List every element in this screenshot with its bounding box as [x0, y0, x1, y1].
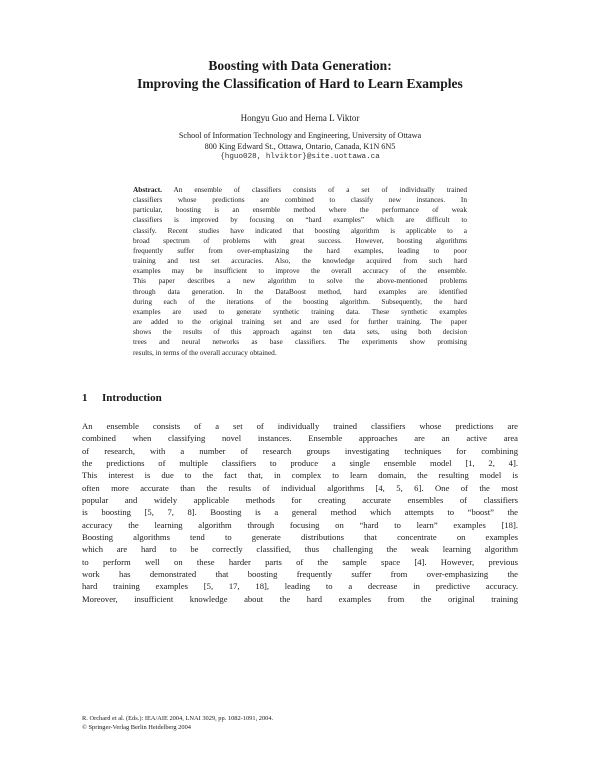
body-line: Moreover, insufficient knowledge about the hard examples from the original training [82, 593, 518, 604]
body-line: is boosting [5, 7, 8]. Boosting is a general method which attempts to “boost” the [82, 507, 518, 518]
abstract-line: frequently suffer from over-emphasizing the hard examples, leading to poor [133, 245, 467, 255]
abstract-label: Abstract. [133, 185, 162, 194]
abstract-line: through data generation. In the DataBoost method, hard examples are identified [133, 286, 467, 296]
copyright-footer: © Springer-Verlag Berlin Heidelberg 2004 [82, 724, 191, 731]
abstract-line: training and test set accuracies. Also, the knowledge acquired from such hard [133, 256, 467, 266]
section-number: 1 [82, 392, 88, 404]
body-line: often more accurate than the results of individual algorithms [4, 5, 6]. One of the most [82, 482, 518, 493]
abstract-line: results, in terms of the overall accuracy obtained. [133, 347, 277, 357]
body-line: hard training examples [5, 17, 18], leading to a decrease in predictive accuracy. [82, 581, 518, 592]
abstract [133, 185, 467, 358]
abstract-line: shows the results of this approach against ten data sets, using both decision [133, 327, 467, 337]
abstract-line: Abstract. An ensemble of classifiers consists of a set of individually trained [133, 185, 467, 194]
body-line: to perform well on these harder parts of the sample space [4]. However, previous [82, 556, 518, 567]
body-line: of research, with a number of research groups investigating techniques for combining [82, 445, 518, 456]
abstract-line: classify. Recent studies have indicated that boosting algorithm is applicable to a [133, 225, 467, 235]
abstract-line: trees and neural networks as base classifiers. The experiments show promising [133, 337, 467, 347]
abstract-line: examples may be insufficient to improve the overall accuracy of the ensemble. [133, 266, 467, 276]
affiliation-institution: School of Information Technology and Engineering, University of Ottawa [178, 131, 422, 140]
abstract-line: are added to the original training set and are used for further training. The paper [133, 317, 467, 327]
body-line: which are hard to be correctly classified, thus challenging the weak learning algorithm [82, 544, 518, 555]
abstract-line: examples are used to generate synthetic training data. These synthetic examples [133, 306, 467, 316]
abstract-line: classifiers whose predictions are combined to classify new instances. In [133, 195, 467, 205]
affiliation-email: {hguo028, hlviktor}@site.uottawa.ca [220, 153, 380, 161]
body-line: the predictions of multiple classifiers to produce a single ensemble model [1, 2, 4]. [82, 458, 518, 469]
introduction-body [82, 420, 518, 605]
body-line: An ensemble consists of a set of individually trained classifiers whose predictions are [82, 421, 518, 431]
body-line: popular and widely applicable methods for creating accurate ensembles of classifiers [82, 495, 518, 506]
body-line: This interest is due to the fact that, in complex to learn domain, the resulting model is [82, 470, 518, 481]
abstract-line: This paper describes a new algorithm to solve the above-mentioned problems [133, 276, 467, 286]
body-line: combined when classifying novel instances. Ensemble approaches are an active area [82, 433, 518, 444]
paper-title-line-2: Improving the Classification of Hard to Learn Examples [137, 76, 463, 91]
abstract-line: during each of the iterations of the boosting algorithm. Subsequently, the hard [133, 296, 467, 306]
citation-footer: R. Orchard et al. (Eds.): IEA/AIE 2004, LNAI 3029, pp. 1082-1091, 2004. [82, 715, 274, 722]
body-line: Boosting algorithms tend to generate distributions that concentrate on examples [82, 532, 518, 543]
abstract-line: particular, boosting is an ensemble method where the performance of weak [133, 205, 467, 215]
body-line: accuracy the learning algorithm through focusing on “hard to learn” examples [18]. [82, 519, 518, 530]
affiliation-address: 800 King Edward St., Ottawa, Ontario, Canada, K1N 6N5 [204, 141, 396, 151]
abstract-line: classifiers is improved by focusing on “hard examples” which are difficult to [133, 215, 467, 225]
section-heading [82, 391, 162, 405]
body-line: work has demonstrated that boosting frequently suffer from over-emphasizing the [82, 569, 518, 580]
paper-title-line-1: Boosting with Data Generation: [208, 58, 392, 73]
authors: Hongyu Guo and Herna L Viktor [240, 113, 360, 123]
abstract-line: broad spectrum of problems with great success. However, boosting algorithms [133, 235, 467, 245]
section-title: Introduction [102, 392, 162, 404]
